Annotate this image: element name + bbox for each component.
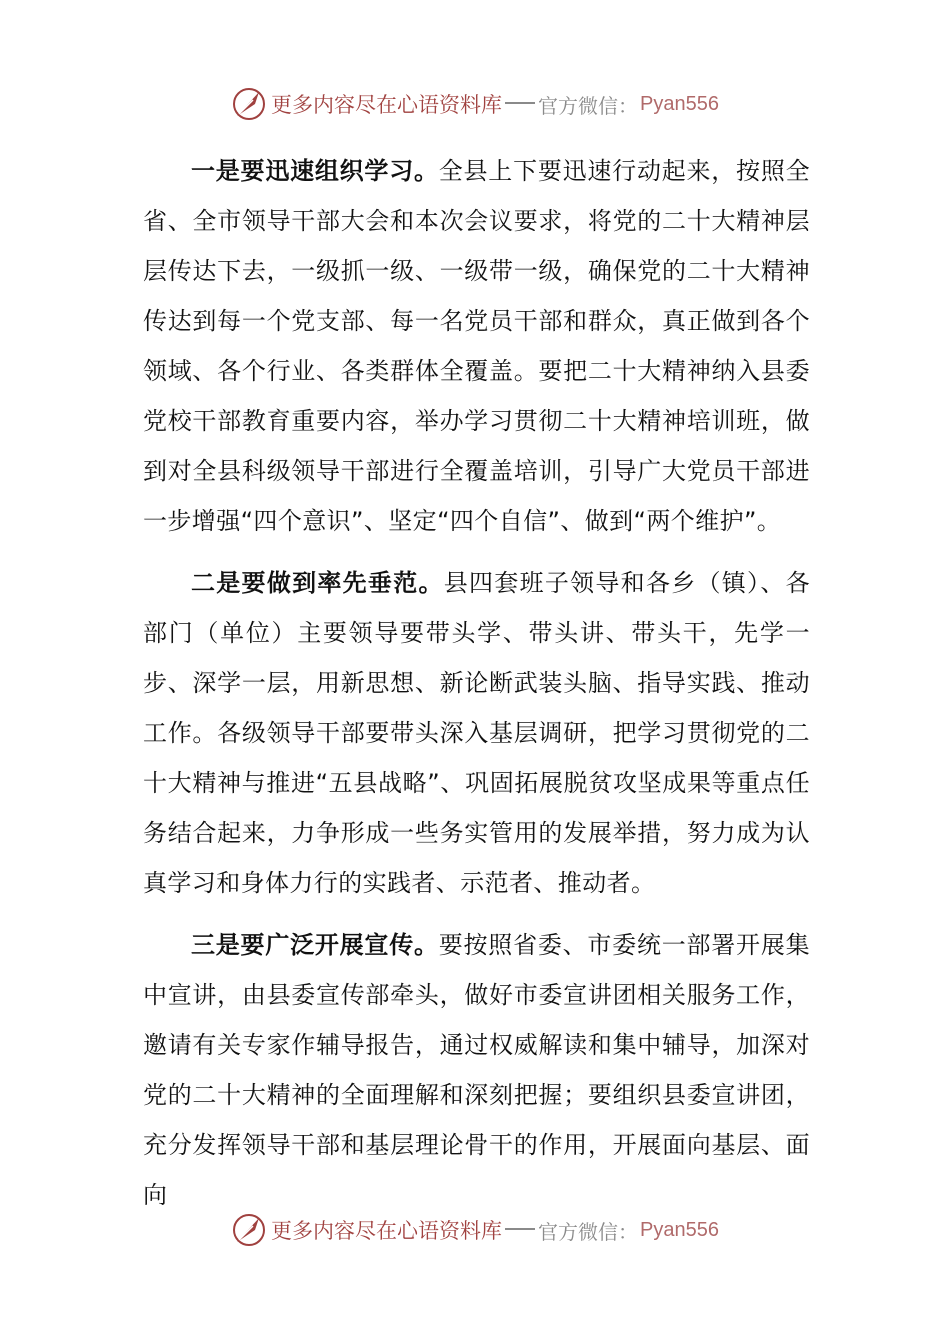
header-wechat-label: 官方微信： [538, 93, 639, 118]
paragraph-3 [143, 920, 810, 1220]
footer-banner [0, 1208, 950, 1252]
paragraph-1 [143, 146, 810, 546]
paragraph-1-lead: 一是要迅速组织学习。 [191, 157, 439, 185]
paragraph-2 [143, 558, 810, 908]
footer-site-text: 更多内容尽在心语资料库 [271, 1219, 503, 1243]
header-banner [0, 82, 950, 126]
paragraph-2-lead: 二是要做到率先垂范。 [191, 569, 444, 597]
quill-logo-icon [231, 1212, 267, 1248]
header-wechat-id: Pyan556 [640, 92, 719, 115]
header-site-text: 更多内容尽在心语资料库 [271, 93, 503, 117]
footer-wechat-label: 官方微信： [538, 1219, 639, 1244]
paragraph-1-body: 全县上下要迅速行动起来，按照全省、全市领导干部大会和本次会议要求，将党的二十大精神层层传达下去，一级抓一级、一级带一级，确保党的二十大精神传达到每一个党支部、每一名党员干部和群众，真正做到各个领域、各个行业、各类群体全覆盖。要把二十大精神纳入县委党校干部教育重要内容，举办学习贯彻二十大精神培训班，做到对全县科级领导干部进行全覆盖培训，引导广大党员干部进一步增强“四个意识”、坚定“四个自信”、做到“两个维护”。 [143, 157, 810, 535]
document-body [143, 146, 810, 1232]
footer-wechat-id: Pyan556 [640, 1218, 719, 1241]
footer-separator [505, 1228, 535, 1230]
paragraph-2-body: 县四套班子领导和各乡（镇）、各部门（单位）主要领导要带头学、带头讲、带头干，先学一步、深学一层，用新思想、新论断武装头脑、指导实践、推动工作。各级领导干部要带头深入基层调研，把学习贯彻党的二十大精神与推进“五县战略”、巩固拓展脱贫攻坚成果等重点任务结合起来，力争形成一些务实管用的发展举措，努力成为认真学习和身体力行的实践者、示范者、推动者。 [143, 569, 810, 897]
quill-logo-icon [231, 86, 267, 122]
header-separator [505, 102, 535, 104]
paragraph-3-lead: 三是要广泛开展宣传。 [191, 931, 439, 959]
paragraph-3-body: 要按照省委、市委统一部署开展集中宣讲，由县委宣传部牵头，做好市委宣讲团相关服务工作，邀请有关专家作辅导报告，通过权威解读和集中辅导，加深对党的二十大精神的全面理解和深刻把握；要组织县委宣讲团，充分发挥领导干部和基层理论骨干的作用，开展面向基层、面向 [143, 931, 810, 1209]
